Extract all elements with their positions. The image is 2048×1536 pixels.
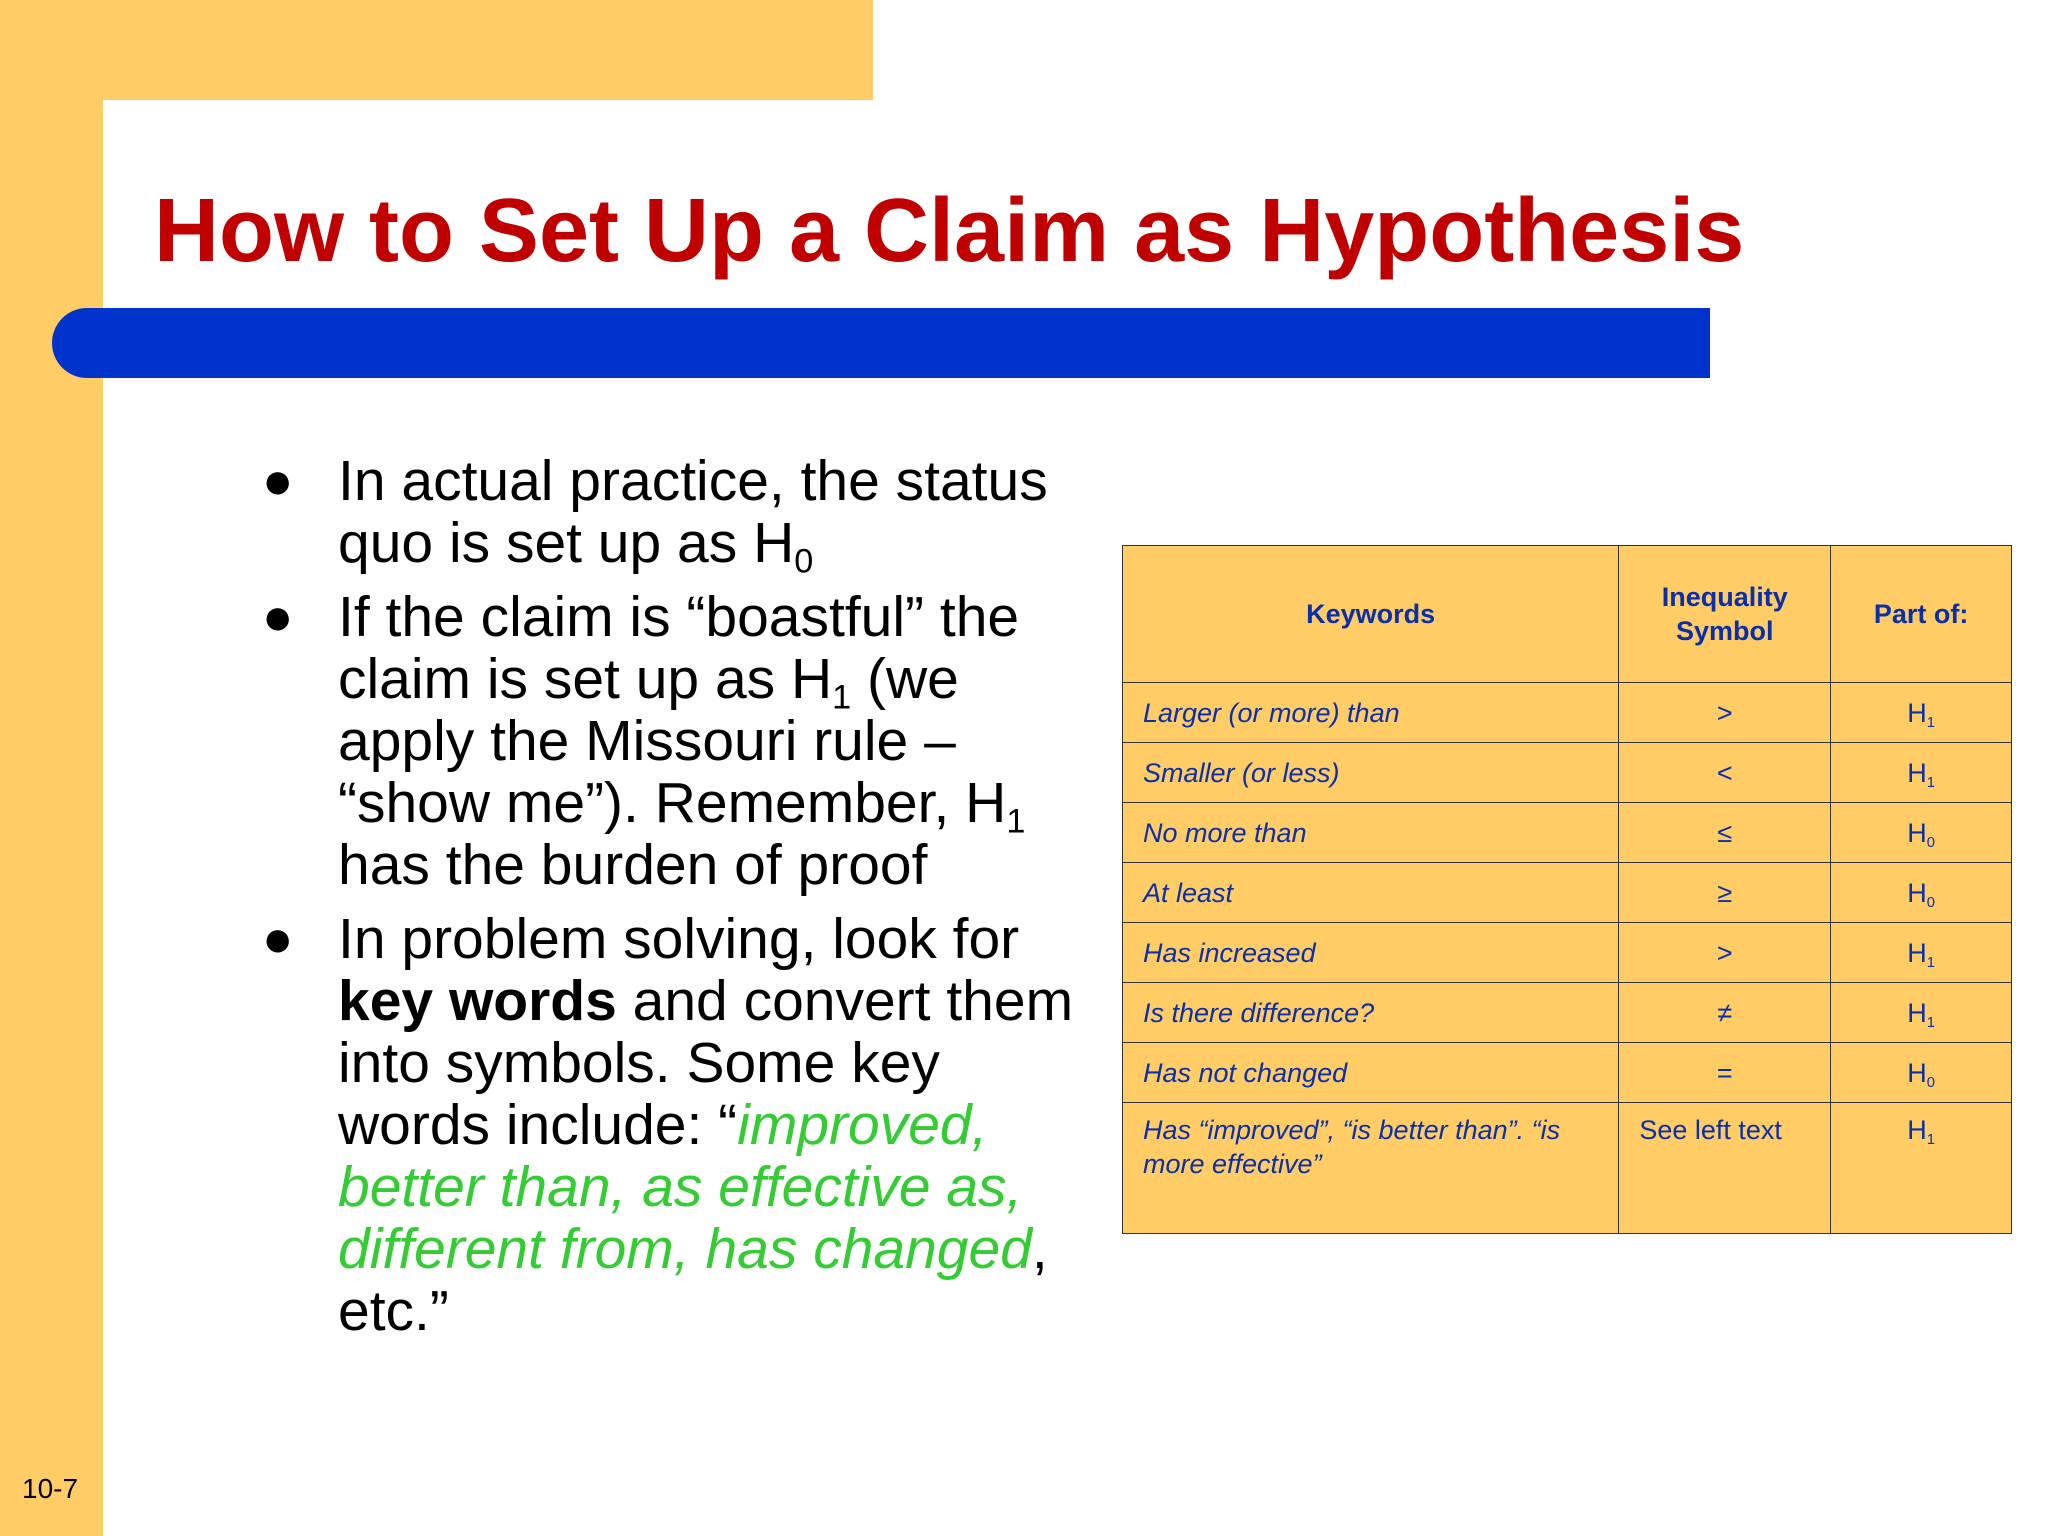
keyword-cell: Larger (or more) than	[1123, 683, 1619, 743]
keyword-cell: Has increased	[1123, 923, 1619, 983]
bullet-text: In actual practice, the status quo is set up as H	[338, 449, 1048, 575]
header-part-of: Part of:	[1831, 546, 2012, 683]
bullet-text: In problem solving, look for	[338, 907, 1020, 971]
bullet-item	[258, 449, 1098, 581]
bullet-dot-icon: ●	[262, 910, 294, 968]
keywords-table	[1122, 545, 2012, 1234]
table-header-row	[1123, 546, 2012, 683]
keyword-cell: Smaller (or less)	[1123, 743, 1619, 803]
part-cell: $H_1$	[1831, 983, 2012, 1043]
symbol-cell: >	[1619, 683, 1831, 743]
table-row	[1123, 743, 2012, 803]
bullet-text: and convert them into symbols. Some key words include: “	[338, 969, 1074, 1157]
part-cell: $H_1$	[1831, 683, 2012, 743]
keyword-cell: No more than	[1123, 803, 1619, 863]
bullet-list	[258, 450, 1098, 1354]
keyword-cell: Is there difference?	[1123, 983, 1619, 1043]
bold-key-words: key words	[338, 969, 617, 1033]
part-cell: $H_0$	[1831, 803, 2012, 863]
symbol-cell: See left text	[1619, 1103, 1831, 1234]
keyword-cell: At least	[1123, 863, 1619, 923]
table-row	[1123, 863, 2012, 923]
symbol-cell: >	[1619, 923, 1831, 983]
table-row	[1123, 683, 2012, 743]
part-cell: $H_1$	[1831, 923, 2012, 983]
symbol-cell: ≤	[1619, 803, 1831, 863]
table-row	[1123, 803, 2012, 863]
symbol-cell: ≥	[1619, 863, 1831, 923]
subscript: 1	[1006, 802, 1026, 841]
green-keyword-examples: improved, better than, as effective as, different from, has changed	[338, 1093, 1032, 1281]
bullet-text: (we apply the Missouri rule – “show me”). Remember, H	[338, 647, 1007, 835]
symbol-cell: ≠	[1619, 983, 1831, 1043]
header-keywords: Keywords	[1123, 546, 1619, 683]
part-cell: $H_1$	[1831, 1103, 2012, 1234]
slide-title: How to Set Up a Claim as Hypothesis	[154, 181, 1745, 281]
bullet-text: If the claim is “boastful” the claim is set up as H	[338, 585, 1020, 711]
keyword-cell: Has not changed	[1123, 1043, 1619, 1103]
table-row	[1123, 1103, 2012, 1234]
table-row	[1123, 1043, 2012, 1103]
table-row	[1123, 983, 2012, 1043]
bullet-dot-icon: ●	[262, 588, 294, 646]
left-accent-band	[0, 0, 103, 1536]
subscript: 1	[832, 678, 852, 717]
bullet-item	[258, 586, 1098, 896]
part-cell: $H_0$	[1831, 863, 2012, 923]
bullet-item	[258, 908, 1098, 1342]
subscript: 0	[794, 542, 814, 581]
symbol-cell: =	[1619, 1043, 1831, 1103]
symbol-cell: <	[1619, 743, 1831, 803]
top-accent-band	[0, 0, 873, 100]
table-row	[1123, 923, 2012, 983]
slide-number: 10-7	[22, 1473, 79, 1504]
header-inequality-symbol: Inequality Symbol	[1619, 546, 1831, 683]
bullet-dot-icon: ●	[262, 452, 294, 510]
title-underline-bar	[52, 308, 1710, 378]
bullet-text: has the burden of proof	[338, 833, 928, 897]
part-cell: $H_0$	[1831, 1043, 2012, 1103]
part-cell: $H_1$	[1831, 743, 2012, 803]
keyword-cell: Has “improved”, “is better than”. “is more effective”	[1123, 1103, 1619, 1234]
bullet-text: , etc.”	[338, 1217, 1048, 1343]
